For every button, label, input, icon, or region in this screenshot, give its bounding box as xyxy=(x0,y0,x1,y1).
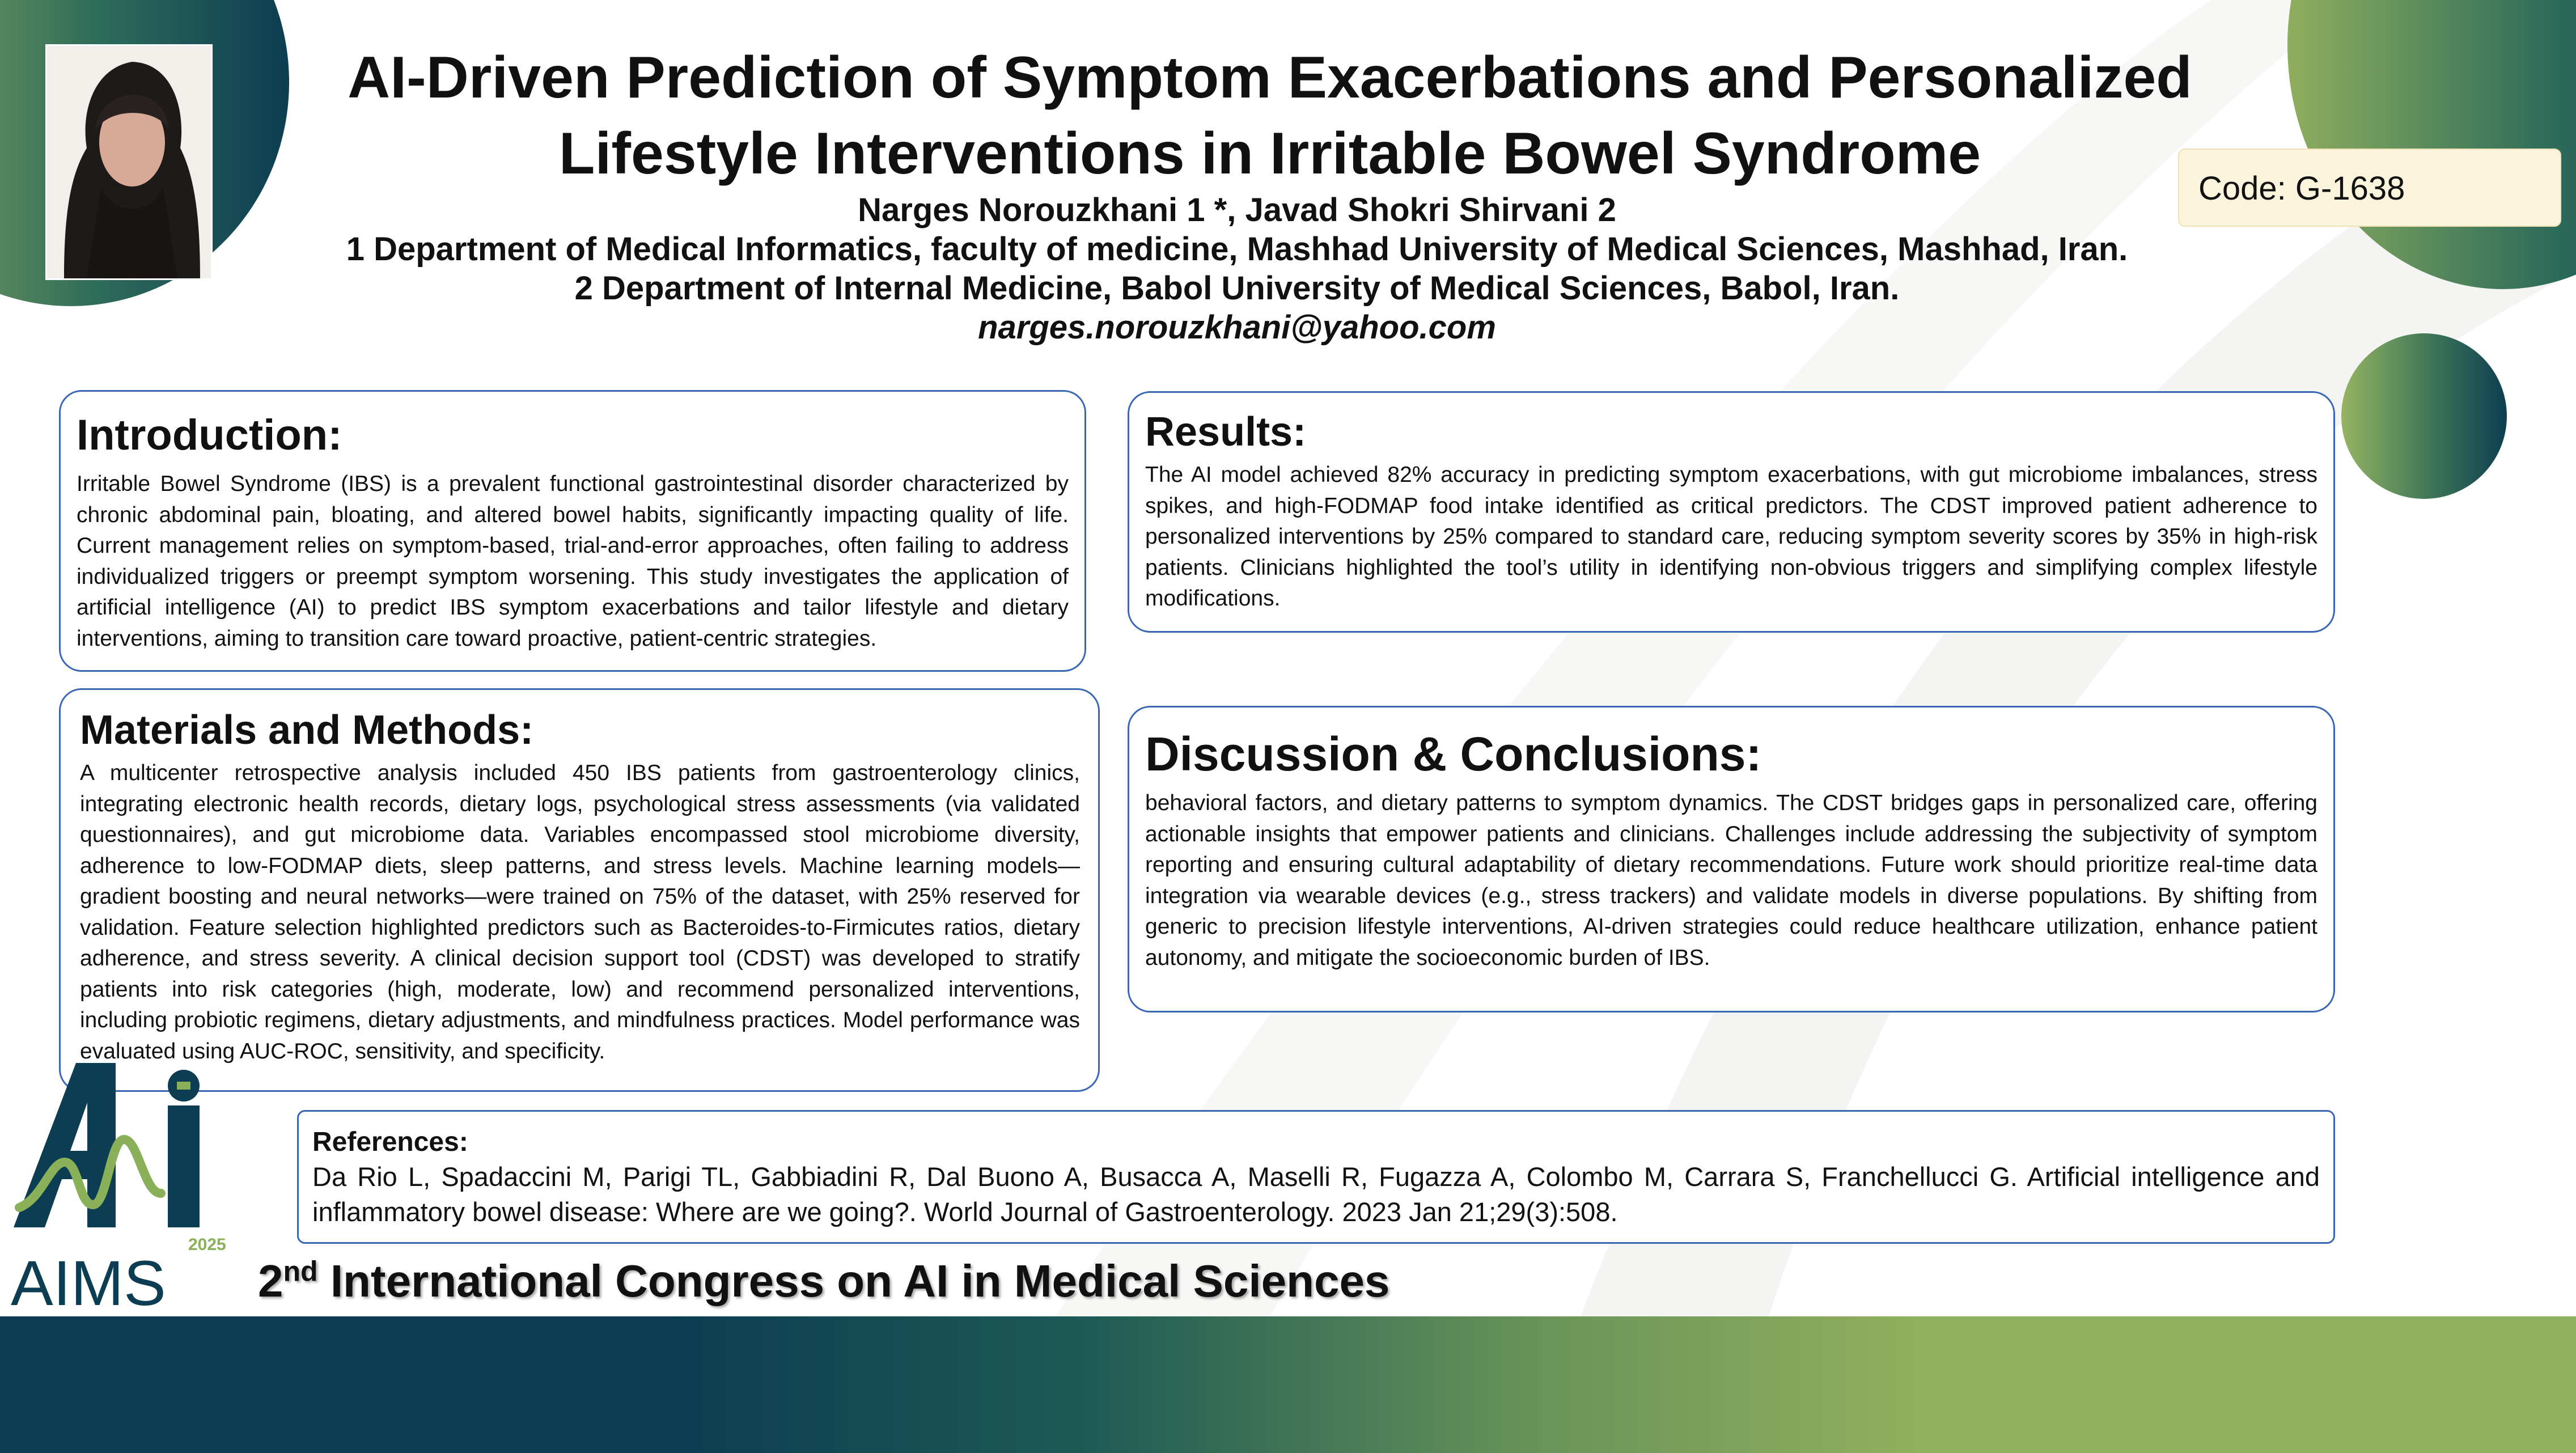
introduction-body: Irritable Bowel Syndrome (IBS) is a prevalent functional gastrointestinal disorder characterized by chronic abdominal pain, bloating, and altered bowel habits, significantly impacting quality of life. Current management relies on symptom-based, trial-and-error approaches, often failing to address individualized triggers or preempt symptom worsening. This study investigates the application of artificial intelligence (AI) to predict IBS symptom exacerbations and tailor lifestyle and dietary interventions, aiming to transition care toward proactive, patient-centric strategies. xyxy=(77,472,1069,651)
introduction-heading: Introduction: xyxy=(77,411,342,459)
methods-heading: Materials and Methods: xyxy=(80,708,534,753)
discussion-body: behavioral factors, and dietary patterns to symptom dynamics. The CDST bridges gaps in personalized care, offering actionable insights that empower patients and clinicians. Challenges include addressing the subjectivity of symptom reporting and ensuring cultural adaptability of dietary recommendations. Future work should prioritize real-time data integration via wearable devices (e.g., stress trackers) and validate models in diverse populations. By shifting from generic to precision lifestyle interventions, AI-driven strategies could reduce healthcare utilization, enhance patient autonomy, and mitigate the socioeconomic burden of IBS. xyxy=(1145,791,2317,970)
affiliation-1: 1 Department of Medical Informatics, faculty of medicine, Mashhad University of Medical Sciences, Mashhad, Iran. xyxy=(346,231,2128,268)
congress-title: International Congress on AI in Medical Sciences xyxy=(330,1256,1390,1306)
title-line-1: AI-Driven Prediction of Symptom Exacerbations and Personalized xyxy=(348,45,2192,111)
congress-name xyxy=(258,1253,1389,1310)
logo-year: 2025 xyxy=(188,1235,226,1254)
aims-logo xyxy=(8,1060,235,1310)
discussion-heading: Discussion & Conclusions: xyxy=(1145,727,1762,781)
references-heading: References: xyxy=(312,1127,468,1157)
introduction-panel xyxy=(59,390,1086,672)
logo-name: AIMS xyxy=(11,1248,166,1310)
title-line-2: Lifestyle Interventions in Irritable Bowel Syndrome xyxy=(558,121,1981,187)
references-panel xyxy=(297,1110,2335,1244)
affiliation-2: 2 Department of Internal Medicine, Babol University of Medical Sciences, Babol, Iran. xyxy=(574,270,1900,307)
congress-ordinal: 2 xyxy=(258,1256,283,1306)
results-panel xyxy=(1128,391,2335,633)
references-body: Da Rio L, Spadaccini M, Parigi TL, Gabbiadini R, Dal Buono A, Busacca A, Maselli R, Fugazza A, Colombo M, Carrara S, Franchellucci G. Artificial intelligence and inflammatory bowel disease: Where are we going?. World Journal of Gastroenterology. 2023 Jan 21;29(3):508. xyxy=(312,1162,2320,1227)
results-heading: Results: xyxy=(1145,409,1307,455)
poster-code-badge: Code: G-1638 xyxy=(2178,149,2561,227)
methods-panel xyxy=(59,688,1100,1092)
footer-band xyxy=(0,1316,2576,1453)
discussion-panel xyxy=(1128,706,2335,1013)
decorative-circle xyxy=(2341,333,2507,499)
poster-title xyxy=(244,40,2296,192)
author-email: narges.norouzkhani@yahoo.com xyxy=(978,309,1496,346)
results-body: The AI model achieved 82% accuracy in predicting symptom exacerbations, with gut microbiome imbalances, stress spikes, and high-FODMAP food intake identified as critical predictors. The CDST improved patient adherence to personalized interventions by 25% compared to standard care, reducing symptom severity scores by 35% in high-risk patients. Clinicians highlighted the tool’s utility in identifying non-obvious triggers and simplifying complex lifestyle modifications. xyxy=(1145,463,2317,611)
authors: Narges Norouzkhani 1 *, Javad Shokri Shirvani 2 xyxy=(858,192,1616,228)
congress-ordinal-suffix: nd xyxy=(283,1255,318,1287)
methods-body: A multicenter retrospective analysis included 450 IBS patients from gastroenterology clinics, integrating electronic health records, dietary logs, psychological stress assessments (via validated questionnaires), and gut microbiome data. Variables encompassed stool microbiome diversity, adherence to low-FODMAP diets, sleep patterns, and stress levels. Machine learning models—gradient boosting and neural networks—were trained on 75% of the dataset, with 25% reserved for validation. Feature selection highlighted predictors such as Bacteroides-to-Firmicutes ratios, dietary adherence, and stress severity. A clinical decision support tool (CDST) was developed to stratify patients into risk categories (high, moderate, low) and recommend personalized interventions, including probiotic regimens, dietary adjustments, and mindfulness practices. Model performance was evaluated using AUC-ROC, sensitivity, and specificity. xyxy=(80,761,1080,1064)
